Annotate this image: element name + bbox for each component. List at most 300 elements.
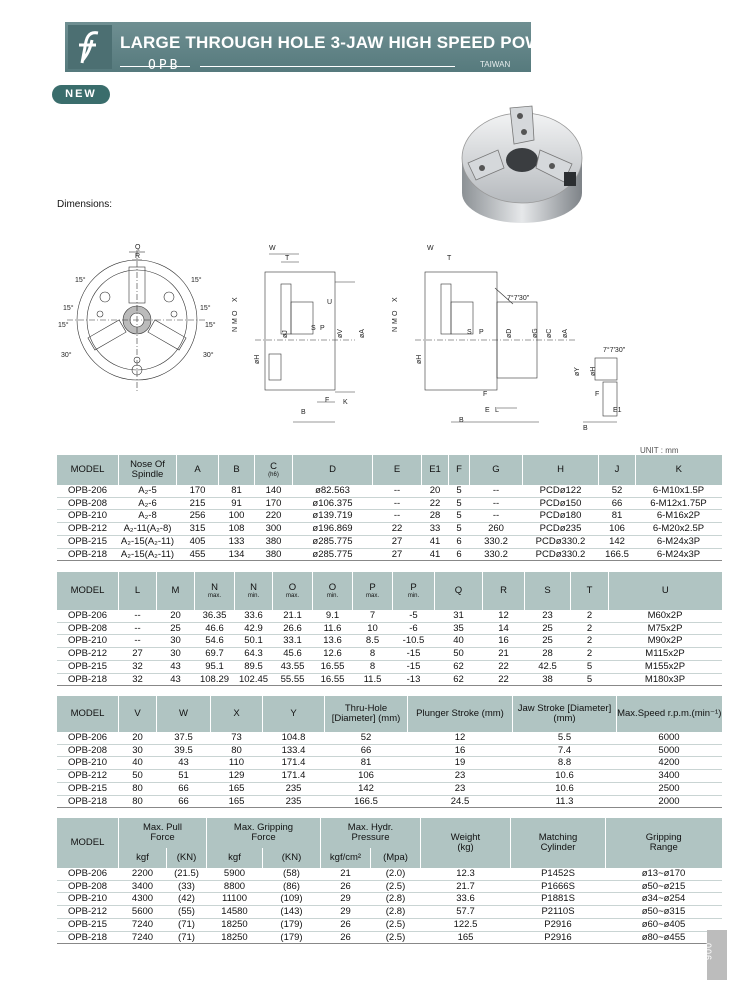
model-cell: OPB-210	[57, 510, 119, 523]
table-cell: 2200	[119, 868, 167, 880]
svg-text:15°: 15°	[63, 305, 74, 312]
col-header: E1	[422, 455, 449, 485]
model-cell: OPB-218	[57, 931, 119, 944]
table-cell: 5	[449, 485, 470, 497]
table-cell: 2	[571, 622, 609, 635]
table-cell: (2.5)	[371, 880, 421, 893]
table-cell: ø50~ø315	[606, 906, 722, 919]
table-cell: ø60~ø405	[606, 918, 722, 931]
table-cell: --	[373, 510, 422, 523]
svg-text:øV: øV	[337, 329, 344, 338]
svg-text:B: B	[583, 425, 588, 432]
table-cell: --	[119, 635, 157, 648]
table-cell: 57.7	[421, 906, 511, 919]
table-cell: 330.2	[470, 535, 523, 548]
sub-header: (KN)	[263, 848, 321, 868]
table-cell: 31	[435, 610, 483, 622]
svg-text:R: R	[135, 253, 141, 260]
svg-text:P: P	[479, 329, 484, 336]
table-cell: 27	[373, 535, 422, 548]
table-cell: --	[470, 485, 523, 497]
table-cell: 2	[571, 610, 609, 622]
table-cell: 66	[599, 497, 636, 510]
table-cell: 108	[219, 523, 255, 536]
svg-text:F: F	[325, 397, 330, 404]
table-cell: 14	[483, 622, 525, 635]
table-cell: PCDø180	[523, 510, 599, 523]
table-row	[57, 757, 722, 770]
model-cell: OPB-212	[57, 648, 119, 661]
table-cell: ø106.375	[293, 497, 373, 510]
model-cell: OPB-212	[57, 523, 119, 536]
table-cell: (2.8)	[371, 893, 421, 906]
col-header: Max.Speed r.p.m.(min⁻¹)	[617, 696, 722, 732]
svg-text:øC: øC	[546, 328, 553, 338]
table-cell: 6-M16x2P	[636, 510, 722, 523]
table-cell: A₂-11(A₂-8)	[119, 523, 177, 536]
svg-text:T: T	[285, 255, 290, 262]
svg-text:U: U	[327, 299, 333, 306]
table-cell: (55)	[167, 906, 207, 919]
table-cell: 25	[157, 622, 195, 635]
col-header: T	[571, 572, 609, 610]
country-label: TAIWAN	[480, 60, 511, 69]
spec-table-2	[56, 572, 722, 686]
table-cell: 110	[211, 757, 263, 770]
table-cell: 235	[263, 795, 325, 808]
svg-text:M: M	[392, 318, 399, 324]
table-cell: PCDø150	[523, 497, 599, 510]
table-cell: 133	[219, 535, 255, 548]
svg-text:N: N	[232, 326, 239, 332]
unit-label: UNIT : mm	[640, 446, 679, 455]
table-cell: 52	[599, 485, 636, 497]
table-cell: 142	[325, 782, 408, 795]
table-cell: 300	[255, 523, 293, 536]
table-cell: 21.1	[273, 610, 313, 622]
table-cell: 235	[263, 782, 325, 795]
table-cell: 170	[255, 497, 293, 510]
table-cell: ø80~ø455	[606, 931, 722, 944]
table-cell: 7.4	[513, 744, 617, 757]
table-cell: 23	[408, 782, 513, 795]
svg-text:øJ: øJ	[282, 330, 289, 338]
svg-text:X: X	[392, 297, 399, 302]
table-cell: 39.5	[157, 744, 211, 757]
table-cell: 6-M24x3P	[636, 535, 722, 548]
table-cell: 18250	[207, 931, 263, 944]
table-cell: 23	[525, 610, 571, 622]
table-cell: A₂-15(A₂-11)	[119, 535, 177, 548]
table-cell: 20	[119, 732, 157, 744]
chuck-product-photo	[440, 88, 595, 238]
model-cell: OPB-208	[57, 880, 119, 893]
table-cell: 2	[571, 648, 609, 661]
table-cell: 18250	[207, 918, 263, 931]
table-cell: (143)	[263, 906, 321, 919]
table-cell: 40	[119, 757, 157, 770]
table-cell: --	[470, 510, 523, 523]
svg-text:K: K	[343, 399, 348, 406]
table-cell: 106	[599, 523, 636, 536]
table-row	[57, 660, 722, 673]
svg-text:N: N	[392, 326, 399, 332]
col-header: N max.	[195, 572, 235, 610]
table-cell: 5	[449, 510, 470, 523]
table-cell: 22	[483, 673, 525, 686]
table-cell: 5900	[207, 868, 263, 880]
table-cell: 6000	[617, 732, 722, 744]
table-cell: 26	[321, 880, 371, 893]
svg-text:S: S	[467, 329, 472, 336]
table-cell: 45.6	[273, 648, 313, 661]
table-cell: 6-M12x1.75P	[636, 497, 722, 510]
table-cell: (21.5)	[167, 868, 207, 880]
table-cell: A₂-15(A₂-11)	[119, 548, 177, 561]
svg-text:F: F	[483, 391, 488, 398]
table-cell: M90x2P	[609, 635, 722, 648]
col-header: G	[470, 455, 523, 485]
table-cell: 20	[157, 610, 195, 622]
table-cell: --	[373, 485, 422, 497]
table-cell: 7240	[119, 931, 167, 944]
col-header: O min.	[313, 572, 353, 610]
model-cell: OPB-210	[57, 757, 119, 770]
table-cell: (2.8)	[371, 906, 421, 919]
svg-text:øG: øG	[532, 328, 539, 338]
table-cell: (2.5)	[371, 918, 421, 931]
table-cell: M115x2P	[609, 648, 722, 661]
table-cell: 4200	[617, 757, 722, 770]
table-cell: 21	[321, 868, 371, 880]
table-cell: PCDø122	[523, 485, 599, 497]
table-cell: 12	[408, 732, 513, 744]
col-header: S	[525, 572, 571, 610]
series-code: OPB	[148, 58, 181, 73]
table-cell: 21	[483, 648, 525, 661]
table-cell: PCDø330.2	[523, 535, 599, 548]
table-cell: 220	[255, 510, 293, 523]
col-header: Weight (kg)	[421, 818, 511, 868]
table-cell: 30	[157, 648, 195, 661]
table-cell: 12.6	[313, 648, 353, 661]
table-cell: 12.3	[421, 868, 511, 880]
table-cell: ø50~ø215	[606, 880, 722, 893]
table-cell: 104.8	[263, 732, 325, 744]
svg-text:øD: øD	[506, 328, 513, 338]
table-cell: 42.9	[235, 622, 273, 635]
table-cell: 64.3	[235, 648, 273, 661]
table-cell: 54.6	[195, 635, 235, 648]
table-cell: ø34~ø254	[606, 893, 722, 906]
table-cell: 80	[119, 782, 157, 795]
table-cell: 165	[421, 931, 511, 944]
model-cell: OPB-210	[57, 635, 119, 648]
table-cell: 42.5	[525, 660, 571, 673]
table-cell: 170	[177, 485, 219, 497]
table-cell: 11100	[207, 893, 263, 906]
table-cell: 9.1	[313, 610, 353, 622]
model-cell: OPB-208	[57, 744, 119, 757]
sub-header: kgf	[119, 848, 167, 868]
table-row	[57, 906, 722, 919]
table-cell: --	[373, 497, 422, 510]
table-cell: 129	[211, 770, 263, 783]
table-cell: 142	[599, 535, 636, 548]
table-cell: -15	[393, 648, 435, 661]
col-header: M	[157, 572, 195, 610]
svg-text:B: B	[301, 409, 306, 416]
table-row	[57, 485, 722, 497]
col-header: Q	[435, 572, 483, 610]
model-cell: OPB-218	[57, 673, 119, 686]
col-header: Nose Of Spindle	[119, 455, 177, 485]
table-cell: 134	[219, 548, 255, 561]
table-cell: 22	[373, 523, 422, 536]
table-cell: -13	[393, 673, 435, 686]
table-cell: 55.55	[273, 673, 313, 686]
table-cell: 51	[157, 770, 211, 783]
table-cell: 37.5	[157, 732, 211, 744]
table-cell: 91	[219, 497, 255, 510]
table-cell: 22	[422, 497, 449, 510]
table-cell: 81	[599, 510, 636, 523]
table-cell: P1881S	[511, 893, 606, 906]
table-cell: 13.6	[313, 635, 353, 648]
table-cell: -5	[393, 610, 435, 622]
col-header: A	[177, 455, 219, 485]
table-cell: 6-M24x3P	[636, 548, 722, 561]
col-header: V	[119, 696, 157, 732]
table-row	[57, 880, 722, 893]
spec-table-3	[56, 696, 722, 808]
table-cell: 32	[119, 673, 157, 686]
svg-text:S: S	[311, 325, 316, 332]
table-cell: 62	[435, 673, 483, 686]
svg-text:30°: 30°	[61, 352, 72, 359]
col-header: X	[211, 696, 263, 732]
col-header: H	[523, 455, 599, 485]
table-cell: 16.55	[313, 673, 353, 686]
col-header: R	[483, 572, 525, 610]
svg-text:W: W	[269, 245, 276, 252]
svg-text:P: P	[320, 325, 325, 332]
table-cell: 10.6	[513, 782, 617, 795]
svg-text:15°: 15°	[200, 305, 211, 312]
svg-text:15°: 15°	[205, 322, 216, 329]
page-title: LARGE THROUGH HOLE 3-JAW HIGH SPEED POWER CHUCK	[120, 33, 633, 52]
svg-text:15°: 15°	[58, 322, 69, 329]
table-cell: 3400	[119, 880, 167, 893]
table-cell: 81	[325, 757, 408, 770]
model-cell: OPB-210	[57, 893, 119, 906]
page-number: 006	[703, 942, 714, 962]
col-header: P min.	[393, 572, 435, 610]
table-cell: 315	[177, 523, 219, 536]
table-cell: P2916	[511, 918, 606, 931]
table-cell: 21.7	[421, 880, 511, 893]
table-cell: M155x2P	[609, 660, 722, 673]
side-view-2	[415, 272, 575, 422]
table-cell: 73	[211, 732, 263, 744]
sub-header: kgf	[207, 848, 263, 868]
table-cell: --	[119, 610, 157, 622]
table-cell: P1452S	[511, 868, 606, 880]
col-header: Max. Pull Force	[119, 818, 207, 848]
model-cell: OPB-206	[57, 610, 119, 622]
table-cell: 405	[177, 535, 219, 548]
col-header: Gripping Range	[606, 818, 722, 868]
model-cell: OPB-206	[57, 732, 119, 744]
table-cell: 14580	[207, 906, 263, 919]
table-cell: (42)	[167, 893, 207, 906]
svg-text:7°7'30": 7°7'30"	[603, 347, 625, 354]
table-cell: 215	[177, 497, 219, 510]
col-header: N min.	[235, 572, 273, 610]
table-cell: P1666S	[511, 880, 606, 893]
table-cell: PCDø235	[523, 523, 599, 536]
col-header: L	[119, 572, 157, 610]
table-cell: (2.5)	[371, 931, 421, 944]
svg-text:øA: øA	[359, 329, 366, 338]
table-row	[57, 510, 722, 523]
dimension-drawings	[55, 242, 625, 434]
table-row	[57, 732, 722, 744]
table-cell: 4300	[119, 893, 167, 906]
table-cell: 62	[435, 660, 483, 673]
table-cell: A₂-5	[119, 485, 177, 497]
table-cell: --	[470, 497, 523, 510]
svg-text:øH: øH	[416, 354, 423, 364]
svg-text:F: F	[595, 391, 600, 398]
table-cell: 33.1	[273, 635, 313, 648]
table-cell: (33)	[167, 880, 207, 893]
col-header: MODEL	[57, 572, 119, 610]
table-row	[57, 497, 722, 510]
table-cell: 5	[571, 660, 609, 673]
table-cell: 16	[408, 744, 513, 757]
table-cell: 2	[571, 635, 609, 648]
table-cell: 6	[449, 535, 470, 548]
brand-logo	[68, 25, 112, 69]
table-cell: 52	[325, 732, 408, 744]
col-header: B	[219, 455, 255, 485]
svg-text:M: M	[232, 318, 239, 324]
table-cell: 28	[422, 510, 449, 523]
table-cell: (58)	[263, 868, 321, 880]
table-cell: 28	[525, 648, 571, 661]
table-cell: 89.5	[235, 660, 273, 673]
table-row	[57, 770, 722, 783]
table-cell: 41	[422, 548, 449, 561]
table-cell: 50.1	[235, 635, 273, 648]
col-header: F	[449, 455, 470, 485]
table-cell: 2500	[617, 782, 722, 795]
table-cell: 26	[321, 931, 371, 944]
table-cell: 133.4	[263, 744, 325, 757]
svg-text:T: T	[447, 255, 452, 262]
table-cell: 171.4	[263, 757, 325, 770]
table-cell: 33.6	[421, 893, 511, 906]
svg-text:E: E	[485, 407, 490, 414]
svg-text:O: O	[392, 310, 399, 316]
table-row	[57, 523, 722, 536]
table-cell: 5.5	[513, 732, 617, 744]
table-cell: 380	[255, 548, 293, 561]
svg-text:W: W	[427, 245, 434, 252]
table-cell: 32	[119, 660, 157, 673]
table-cell: 66	[157, 795, 211, 808]
table-cell: ø285.775	[293, 535, 373, 548]
table-cell: 11.6	[313, 622, 353, 635]
svg-text:15°: 15°	[75, 277, 86, 284]
svg-text:øY: øY	[574, 367, 581, 376]
model-cell: OPB-212	[57, 770, 119, 783]
svg-text:30°: 30°	[203, 352, 214, 359]
col-header: P max.	[353, 572, 393, 610]
table-cell: 3400	[617, 770, 722, 783]
svg-text:øA: øA	[562, 329, 569, 338]
table-cell: 66	[325, 744, 408, 757]
svg-text:7°7'30": 7°7'30"	[507, 295, 530, 302]
table-cell: 6-M20x2.5P	[636, 523, 722, 536]
col-header: MODEL	[57, 818, 119, 868]
col-header: E	[373, 455, 422, 485]
model-cell: OPB-215	[57, 918, 119, 931]
table-cell: 8.5	[353, 635, 393, 648]
svg-text:15°: 15°	[191, 277, 202, 284]
table-row	[57, 535, 722, 548]
table-cell: M60x2P	[609, 610, 722, 622]
table-cell: 260	[470, 523, 523, 536]
table-cell: 165	[211, 782, 263, 795]
table-cell: 40	[435, 635, 483, 648]
table-cell: 29	[321, 906, 371, 919]
table-cell: (71)	[167, 918, 207, 931]
table-cell: 26.6	[273, 622, 313, 635]
table-cell: 108.29	[195, 673, 235, 686]
model-cell: OPB-206	[57, 868, 119, 880]
col-header: J	[599, 455, 636, 485]
table-cell: 122.5	[421, 918, 511, 931]
table-cell: 69.7	[195, 648, 235, 661]
table-cell: 66	[157, 782, 211, 795]
table-cell: 24.5	[408, 795, 513, 808]
table-cell: ø82.563	[293, 485, 373, 497]
table-cell: ø285.775	[293, 548, 373, 561]
spec-table-1	[56, 455, 722, 561]
table-cell: A₂-6	[119, 497, 177, 510]
table-cell: 166.5	[599, 548, 636, 561]
table-cell: (2.0)	[371, 868, 421, 880]
table-cell: 165	[211, 795, 263, 808]
table-cell: 102.45	[235, 673, 273, 686]
table-cell: (71)	[167, 931, 207, 944]
table-cell: 30	[119, 744, 157, 757]
table-cell: 256	[177, 510, 219, 523]
table-cell: 16	[483, 635, 525, 648]
table-cell: 455	[177, 548, 219, 561]
table-cell: 11.5	[353, 673, 393, 686]
table-row	[57, 918, 722, 931]
spec-table-4	[56, 818, 722, 944]
table-cell: --	[119, 622, 157, 635]
table-row	[57, 648, 722, 661]
model-cell: OPB-215	[57, 660, 119, 673]
col-header: O max.	[273, 572, 313, 610]
table-cell: 43	[157, 660, 195, 673]
table-cell: 5600	[119, 906, 167, 919]
